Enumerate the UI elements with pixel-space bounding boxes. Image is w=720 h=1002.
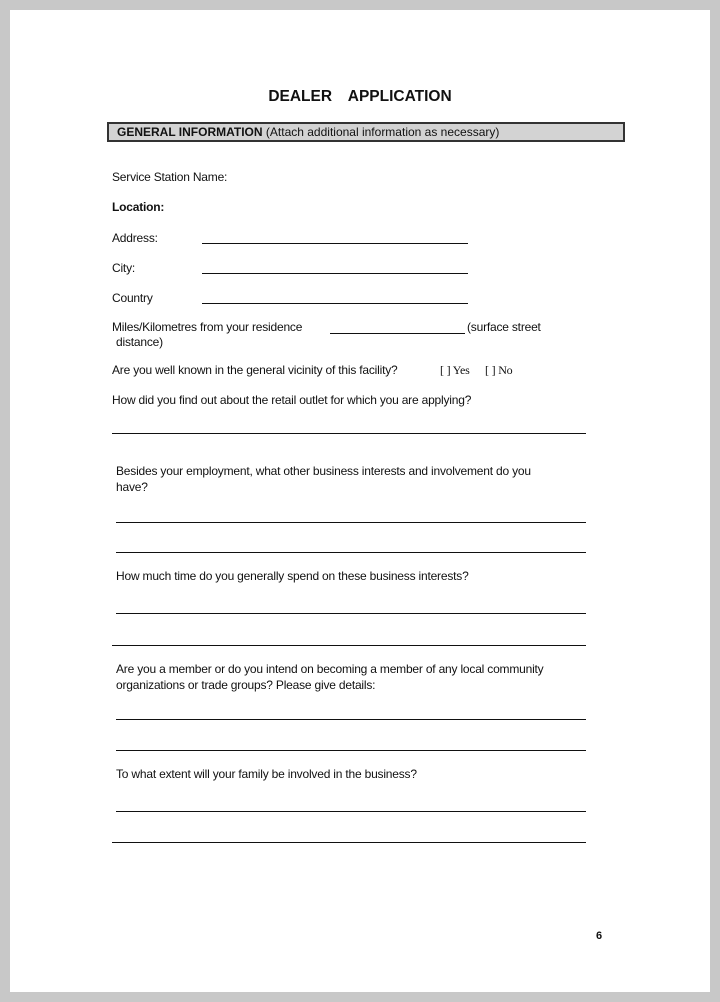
- miles-label: Miles/Kilometres from your residence: [112, 320, 303, 334]
- member-label-2: organizations or trade groups? Please give details:: [116, 678, 376, 692]
- member-answer-line[interactable]: [116, 750, 586, 751]
- find-label: How did you find out about the retail outlet for which you are applying?: [112, 393, 472, 407]
- page-number: 6: [596, 930, 602, 942]
- miles-suffix: (surface street: [467, 320, 541, 334]
- besides-label: Besides your employment, what other business interests and involvement do you: [116, 464, 531, 478]
- address-field[interactable]: [202, 243, 468, 244]
- section-heading: GENERAL INFORMATION: [117, 125, 263, 139]
- country-label: Country: [112, 291, 153, 305]
- miles-field[interactable]: [330, 333, 465, 334]
- yes-checkbox[interactable]: [ ] Yes: [440, 363, 470, 377]
- find-answer-line[interactable]: [112, 433, 586, 434]
- member-label: Are you a member or do you intend on becoming a member of any local community: [116, 662, 544, 676]
- no-checkbox[interactable]: [ ] No: [485, 363, 513, 377]
- city-field[interactable]: [202, 273, 468, 274]
- city-label: City:: [112, 261, 136, 275]
- miles-suffix-2: distance): [116, 335, 163, 349]
- besides-label-2: have?: [116, 480, 148, 494]
- location-label: Location:: [112, 200, 165, 214]
- besides-answer-line[interactable]: [116, 552, 586, 553]
- family-answer-line[interactable]: [112, 842, 586, 843]
- family-label: To what extent will your family be involved in the business?: [116, 767, 417, 781]
- besides-answer-line[interactable]: [116, 522, 586, 523]
- time-label: How much time do you generally spend on these business interests?: [116, 569, 469, 583]
- document-page: [10, 10, 710, 992]
- address-label: Address:: [112, 231, 158, 245]
- time-answer-line[interactable]: [116, 613, 586, 614]
- section-header: [107, 122, 625, 142]
- family-answer-line[interactable]: [116, 811, 586, 812]
- known-label: Are you well known in the general vicinity of this facility?: [112, 363, 398, 377]
- time-answer-line[interactable]: [112, 645, 586, 646]
- station-label: Service Station Name:: [112, 170, 228, 184]
- section-note: (Attach additional information as necessary): [265, 125, 500, 139]
- country-field[interactable]: [202, 303, 468, 304]
- document-title: DEALER APPLICATION: [268, 88, 452, 105]
- member-answer-line[interactable]: [116, 719, 586, 720]
